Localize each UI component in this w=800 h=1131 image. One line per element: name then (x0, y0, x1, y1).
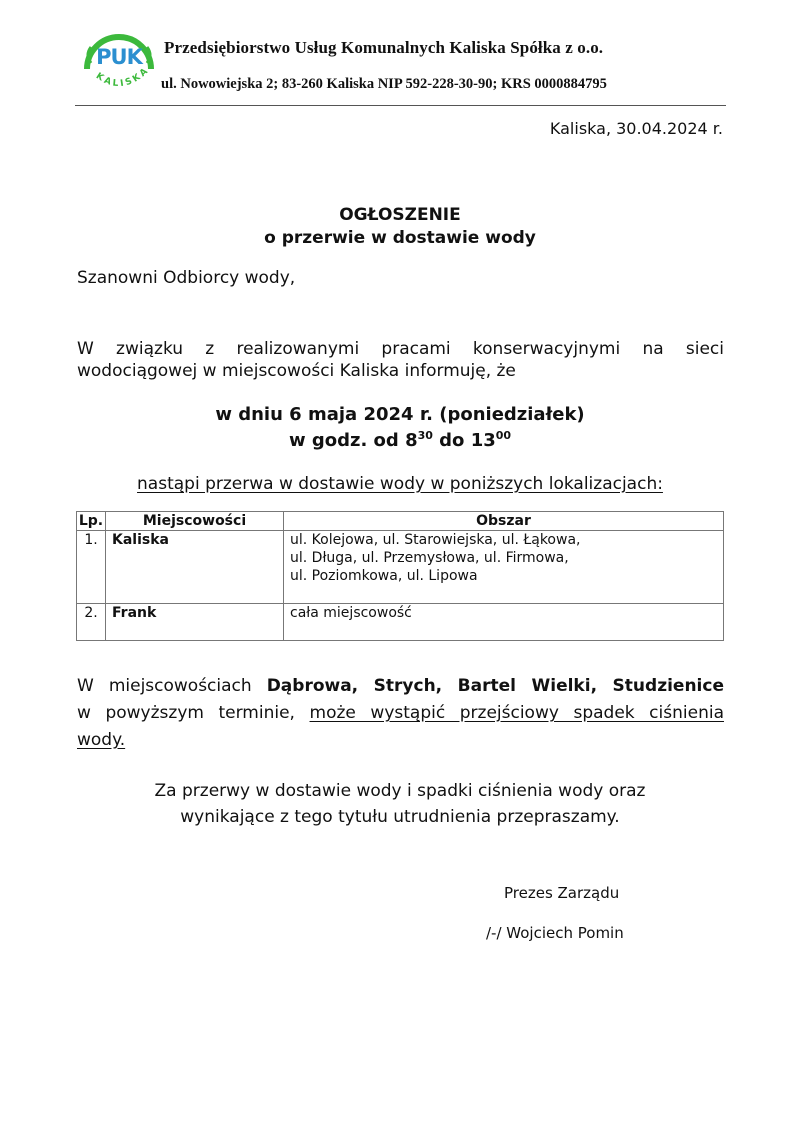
pressure-line-2 (77, 700, 724, 727)
apology-line-1: Za przerwy w dostawie wody i spadki ciśnienia wody oraz (154, 781, 646, 801)
pressure-warning-end: wody. (77, 730, 126, 750)
area-line: ul. Długa, ul. Przemysłowa, ul. Firmowa, (290, 550, 569, 566)
table-row (77, 531, 724, 604)
puk-kaliska-logo-icon (81, 17, 157, 97)
intro-line-2: wodociągowej w miejscowości Kaliska informuję, że (77, 361, 516, 381)
outage-hours (0, 430, 800, 451)
company-address: ul. Nowowiejska 2; 83-260 Kaliska NIP 592-228-30-90; KRS 0000884795 (161, 76, 607, 92)
header-divider (75, 105, 726, 106)
document-date: Kaliska, 30.04.2024 r. (549, 119, 723, 138)
pressure-term: w powyższym terminie, (77, 703, 310, 723)
locations-intro: nastąpi przerwa w dostawie wody w poniższych lokalizacjach: (137, 474, 663, 494)
signature-role: Prezes Zarządu (504, 884, 620, 902)
row-area (284, 604, 724, 641)
affected-places: Dąbrowa, Strych, Bartel Wielki, Studzienice (266, 676, 724, 696)
row-place: Frank (106, 604, 284, 641)
table-header-row (77, 512, 724, 531)
outage-end-minutes: 00 (495, 429, 512, 442)
pressure-warning: może wystąpić przejściowy spadek ciśnienia (309, 703, 724, 723)
outage-date: w dniu 6 maja 2024 r. (poniedziałek) (215, 404, 585, 425)
document-title: OGŁOSZENIE (339, 205, 461, 225)
pressure-prefix: W miejscowościach (77, 676, 267, 696)
outage-hours-end: do 13 (432, 430, 496, 451)
table-row (77, 604, 724, 641)
svg-text:KALISKA: KALISKA (93, 65, 152, 90)
column-header-place: Miejscowości (106, 512, 284, 531)
signature-name: /-/ Wojciech Pomin (486, 924, 624, 942)
row-number: 2. (77, 604, 106, 641)
intro-line-1: W związku z realizowanymi pracami konserwacyjnymi na sieci (77, 339, 724, 359)
outage-start-minutes: 30 (417, 429, 433, 442)
apology-paragraph (0, 778, 800, 830)
area-line: ul. Poziomkowa, ul. Lipowa (290, 568, 478, 584)
svg-text:PUK: PUK (96, 45, 142, 69)
document-subtitle: o przerwie w dostawie wody (264, 228, 536, 248)
intro-paragraph (77, 338, 724, 382)
apology-line-2: wynikające z tego tytułu utrudnienia przepraszamy. (180, 807, 620, 827)
pressure-drop-paragraph (77, 673, 724, 754)
company-name: Przedsiębiorstwo Usług Komunalnych Kaliska Spółka z o.o. (164, 38, 604, 57)
outage-hours-start: w godz. od 8 (288, 430, 418, 451)
column-header-area: Obszar (284, 512, 724, 531)
outage-locations-table (76, 511, 724, 641)
column-header-lp: Lp. (77, 512, 106, 531)
pressure-line-1 (77, 673, 724, 700)
area-line: cała miejscowość (290, 605, 412, 621)
company-logo (81, 17, 157, 97)
row-place: Kaliska (106, 531, 284, 604)
row-number: 1. (77, 531, 106, 604)
area-line: ul. Kolejowa, ul. Starowiejska, ul. Łąkowa, (290, 532, 581, 548)
salutation: Szanowni Odbiorcy wody, (77, 268, 296, 288)
row-area (284, 531, 724, 604)
